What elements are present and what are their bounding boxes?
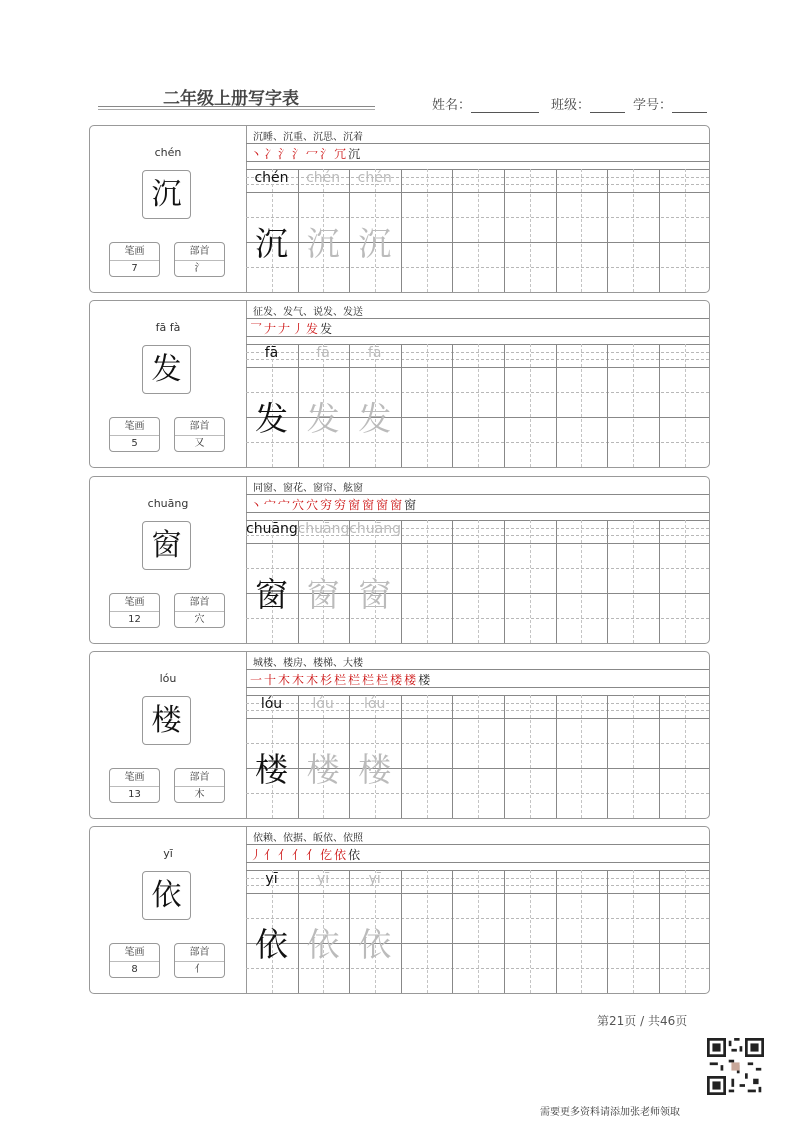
radical-box: [174, 417, 225, 452]
practice-pinyin: yī: [368, 871, 381, 887]
student-id-field[interactable]: [633, 94, 707, 113]
stroke-step: 仡: [320, 848, 335, 862]
stroke-step: 𠂇: [264, 322, 279, 336]
stroke-step: 窗: [362, 498, 377, 512]
radical-label: 部首: [175, 769, 224, 787]
big-character: 楼: [142, 696, 191, 745]
stroke-step: 穷: [334, 498, 349, 512]
practice-character: 发: [358, 399, 392, 438]
radical-label: 部首: [175, 944, 224, 962]
char-pinyin: chén: [154, 146, 182, 159]
stroke-step: 楼: [404, 673, 419, 687]
stroke-step: 十: [264, 673, 279, 687]
stroke-step: 沉: [348, 147, 363, 161]
practice-area: [246, 827, 709, 993]
character-card: [89, 300, 710, 468]
stroke-step: 𠂇丿: [278, 322, 307, 336]
practice-pinyin: chén: [254, 170, 289, 186]
practice-pinyin: chuāng: [246, 521, 298, 537]
practice-pinyin: fā: [264, 345, 279, 361]
practice-character: 窗: [255, 575, 288, 614]
stroke-step: 冫: [264, 147, 279, 161]
stroke-step: 亻: [278, 848, 293, 862]
card-info-panel: [90, 477, 247, 643]
class-label: 班级：: [551, 98, 591, 113]
radical-value: 氵: [194, 263, 205, 274]
stroke-order: [250, 145, 362, 162]
practice-area: [246, 477, 709, 643]
example-words: 依赖、依据、皈依、依照: [253, 833, 363, 844]
stroke-step: 窗: [376, 498, 391, 512]
strokes-box: [109, 943, 160, 978]
char-pinyin: yī: [163, 847, 173, 860]
practice-pinyin: fā: [316, 345, 330, 361]
radical-value: 穴: [194, 614, 205, 625]
practice-area: [246, 126, 709, 292]
radical-box: [174, 242, 225, 277]
class-field[interactable]: [551, 94, 625, 113]
radical-box: [174, 943, 225, 978]
radical-label: 部首: [175, 418, 224, 436]
stroke-step: 氵冖: [292, 147, 321, 161]
character-card: [89, 125, 710, 293]
practice-character: 依: [358, 925, 392, 964]
stroke-step: 依: [348, 848, 363, 862]
big-character: 窗: [142, 521, 191, 570]
strokes-label: 笔画: [110, 944, 159, 962]
stroke-order: [250, 671, 432, 688]
practice-pinyin: chén: [306, 170, 341, 186]
stroke-step: 栏: [334, 673, 349, 687]
practice-pinyin: yī: [265, 871, 278, 887]
stroke-step: 亻: [292, 848, 307, 862]
strokes-box: [109, 242, 160, 277]
stroke-step: 木: [278, 673, 293, 687]
stroke-step: 楼: [390, 673, 405, 687]
stroke-step: 窗: [348, 498, 363, 512]
strokes-count: 5: [131, 438, 138, 449]
radical-label: 部首: [175, 594, 224, 612]
example-words: 城楼、楼房、楼梯、大楼: [253, 658, 363, 669]
strokes-count: 13: [128, 789, 141, 800]
stroke-step: 发: [306, 322, 321, 336]
strokes-count: 12: [128, 614, 141, 625]
practice-character: 发: [306, 399, 340, 438]
char-pinyin: lóu: [159, 672, 177, 685]
stroke-step: 木: [306, 673, 321, 687]
stroke-step: 穴: [292, 498, 307, 512]
radical-value: 亻: [194, 964, 205, 975]
stroke-step: 宀: [278, 498, 293, 512]
stroke-step: 一: [250, 673, 265, 687]
stroke-step: 栏: [348, 673, 363, 687]
char-pinyin: chuāng: [147, 497, 189, 510]
practice-pinyin: chuāng: [349, 521, 401, 537]
radical-box: [174, 768, 225, 803]
big-character: 沉: [142, 170, 191, 219]
practice-area: [246, 301, 709, 467]
character-card: [89, 826, 710, 994]
example-words: 沉睡、沉重、沉思、沉着: [253, 132, 363, 143]
practice-pinyin: yī: [317, 871, 330, 887]
footer-note: 需要更多资料请添加张老师领取: [540, 1107, 680, 1118]
practice-pinyin: lóu: [260, 696, 283, 712]
example-words: 征发、发气、说发、发送: [253, 307, 363, 318]
stroke-step: 氵冗: [320, 147, 349, 161]
strokes-box: [109, 593, 160, 628]
stroke-step: 楼: [418, 673, 433, 687]
name-field[interactable]: [432, 94, 539, 113]
stroke-step: 发: [320, 322, 335, 336]
stroke-step: 氵: [278, 147, 293, 161]
big-character: 依: [142, 871, 191, 920]
stroke-step: 杉: [320, 673, 335, 687]
stroke-order: [250, 320, 334, 337]
stroke-step: 丶: [250, 498, 265, 512]
practice-character: 依: [255, 925, 288, 964]
card-info-panel: [90, 126, 247, 292]
card-info-panel: [90, 652, 247, 818]
practice-pinyin: lóu: [312, 696, 334, 712]
practice-character: 沉: [358, 224, 392, 263]
strokes-box: [109, 417, 160, 452]
stroke-step: 栏: [376, 673, 391, 687]
stroke-step: 丶: [250, 147, 265, 161]
page-title: 二年级上册写字表: [163, 89, 299, 109]
stroke-step: 丿: [250, 848, 265, 862]
practice-character: 沉: [255, 224, 288, 263]
char-pinyin: fā fà: [155, 321, 181, 334]
card-info-panel: [90, 301, 247, 467]
stroke-step: 亻: [306, 848, 321, 862]
stroke-step: 穴: [306, 498, 321, 512]
stroke-step: 乛: [250, 322, 265, 336]
strokes-label: 笔画: [110, 243, 159, 261]
radical-value: 又: [194, 438, 205, 449]
practice-area: [246, 652, 709, 818]
stroke-step: 窗: [390, 498, 405, 512]
stroke-step: 穷: [320, 498, 335, 512]
practice-character: 楼: [306, 750, 340, 789]
title-rule: [98, 106, 375, 107]
strokes-box: [109, 768, 160, 803]
student-id-label: 学号：: [633, 98, 673, 113]
stroke-step: 亻: [264, 848, 279, 862]
qr-code-icon: [707, 1038, 764, 1095]
radical-box: [174, 593, 225, 628]
radical-label: 部首: [175, 243, 224, 261]
practice-pinyin: lóu: [364, 696, 386, 712]
practice-character: 窗: [358, 575, 392, 614]
radical-value: 木: [194, 789, 205, 800]
practice-pinyin: chuāng: [297, 521, 350, 537]
title-rule: [98, 109, 375, 110]
stroke-step: 木: [292, 673, 307, 687]
stroke-order: [250, 496, 418, 513]
character-card: [89, 476, 710, 644]
practice-character: 楼: [358, 750, 392, 789]
big-character: 发: [142, 345, 191, 394]
practice-character: 沉: [306, 224, 340, 263]
practice-character: 楼: [255, 750, 288, 789]
strokes-label: 笔画: [110, 418, 159, 436]
stroke-step: 依: [334, 848, 349, 862]
name-label: 姓名：: [432, 98, 472, 113]
card-info-panel: [90, 827, 247, 993]
strokes-count: 7: [131, 263, 138, 274]
page-number: 第21页 / 共46页: [597, 1014, 688, 1028]
practice-pinyin: chén: [357, 170, 392, 186]
practice-pinyin: fā: [367, 345, 382, 361]
example-words: 同窗、窗花、窗帘、舷窗: [253, 483, 363, 494]
practice-character: 依: [306, 925, 340, 964]
character-card: [89, 651, 710, 819]
stroke-step: 宀: [264, 498, 279, 512]
strokes-label: 笔画: [110, 769, 159, 787]
stroke-step: 栏: [362, 673, 377, 687]
strokes-count: 8: [131, 964, 138, 975]
stroke-order: [250, 846, 362, 863]
stroke-step: 窗: [404, 498, 419, 512]
practice-character: 发: [255, 399, 288, 438]
strokes-label: 笔画: [110, 594, 159, 612]
practice-character: 窗: [306, 575, 340, 614]
